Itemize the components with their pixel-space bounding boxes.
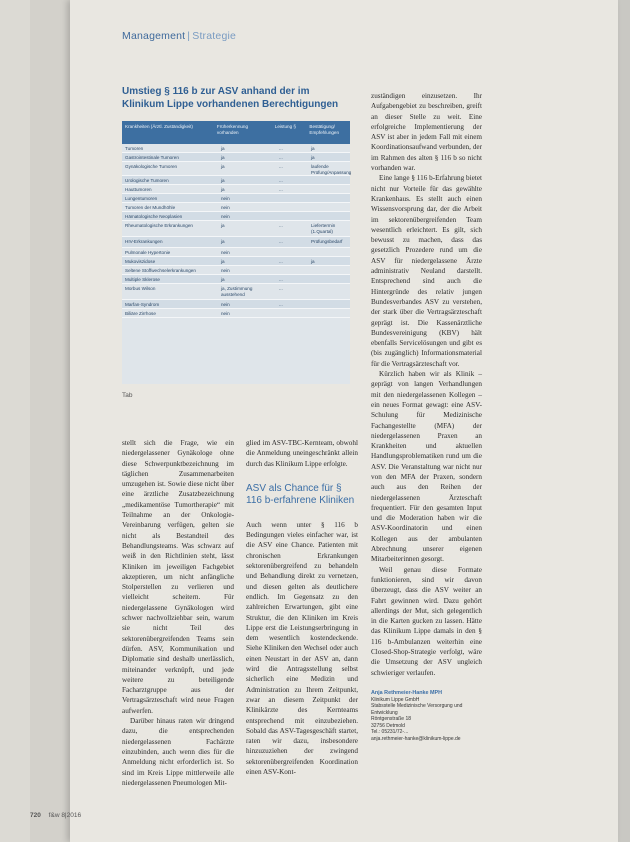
paragraph: Weil genau diese Formate funktionieren, sind wir davon überzeugt, dass die ASV weiter an Fahrt gewinnen wird. Dazu gehört allerdings der Mut, sich gelegentlich in die Karten gucken zu lassen. Hätte das Klinikum Lippe damals in den § 116 b-Ambulanzen weiterhin eine Closed-Shop-Strategie verfolgt, wäre die Umsetzung der ASV ungleich schwieriger verlaufen. [371,565,482,677]
table-cell [308,284,350,286]
table-cell: ja [311,146,315,151]
table-cell: nein [221,268,230,273]
table-cell: Gastrointestinale Tumoren [125,155,179,160]
table-cell [308,275,350,277]
author-email: anja.rethmeier-hanke@klinikum-lippe.de [371,736,461,743]
author-line: Tel.: 05231/72-... [371,729,409,736]
text-column-right [371,91,482,743]
table-cell: ... [279,146,283,151]
table-cell [308,248,350,250]
table-cell: nein [221,302,230,307]
table-cell: ja [311,155,315,160]
subsection-name: Strategie [192,30,237,42]
table-row [122,309,350,318]
table-cell: Rheumatologische Erkrankungen [125,223,193,228]
table-cell [308,300,350,302]
page-footer [30,812,81,819]
table-row [122,176,350,185]
section-header [122,30,236,42]
table-cell: ... [279,239,283,244]
table-cell [276,248,308,250]
table-cell: ... [279,277,283,282]
data-table [122,121,350,384]
table-row [122,194,350,203]
table-cell: ... [279,178,283,183]
table-cell: Hämatologische Neoplasien [125,214,183,219]
table-row [122,221,350,237]
paragraph: Kürzlich haben wir als Klinik – geprägt von langen Verhandlungen mit den niedergelassenen Kollegen – ein neues Format gewagt: eine ASV-Schulung für Medizinische Fachangestellte (MFA) der niedergelassenen Praxen an Krankheiten und aktuellen Handlungsproblematiken rund um die ASV. Die Veranstaltung war nicht nur von den MFA der Praxen, sondern auch aus den Reihen der niedergelassenen Ärzteschaft frequentiert. Für den gesamten Input und die Moderation haben wir die ASV-Koordinatorin und einen Kollegen aus der ambulanten Abrechnung unserer eigenen Mitarbeiterinnen gesorgt. [371,370,482,564]
table-header-row [122,121,350,144]
page-number: 720 [30,812,41,819]
author-line: Stabsstelle Medizinische Versorgung und Entwicklung [371,703,463,716]
section-separator: | [187,30,191,42]
table-body [122,144,350,318]
table-row [122,248,350,257]
page-edge [0,0,70,842]
table-title: Umstieg § 116 b zur ASV anhand der im Klinikum Lippe vorhandenen Berechtigungen [122,86,339,110]
page-edge-shadow [30,0,70,842]
table-row [122,185,350,194]
table-header-cell: Früherkennung vorhanden [216,124,249,135]
table-row [122,284,350,300]
author-line: 32756 Detmold [371,722,405,729]
text-column-middle [246,438,358,777]
table-row [122,257,350,266]
table-row [122,266,350,275]
table-row [122,300,350,309]
section-name: Management [122,30,186,42]
text-column-left [122,438,234,788]
table-cell [276,266,308,268]
page [70,0,618,842]
paragraph: Auch wenn unter § 116 b Bedingungen vieles einfacher war, ist die ASV eine Chance. Patienten mit chronischen Erkrankungen sektorenübergreifend zu behandeln und Behandlung direkt zu vernetzen, und diesen gelten als deutlichere endlich. Im Gegensatz zu den zahlreichen Erwartungen, gibt eine Struktur, die den Kliniken im Kreis Lippe erst die Leistungserbringung in dem wesentlich kostendeckende. Siehe Kliniken den Wechsel oder auch einen Neustart in der ASV an, dann wird die Antragsstellung selbst sicherlich eine Medizin und Administration zu Ihrem Zeitpunkt, zwar an diesem Zeitpunkt der Klinikärzte des Kernteams entsprechend mit einzubeziehen. Sobald das ASV-Tagesgeschäft startet, raten wir dazu, insbesondere hinzuzuziehen der zwingend sektorenübergreifenden Koordination einen ASV-Kont- [246,520,358,777]
table-cell: Lungentumoren [125,196,158,201]
paragraph: Darüber hinaus raten wir dringend dazu, die entsprechenden niedergelassenen Fachärzte einzubinden, auch wenn dies für die Anmeldung nicht erforderlich ist. So sind im Kreis Lippe mittlerweile alle niedergelassenen Pneumologen Mit- [122,717,234,787]
table-row [122,237,350,248]
table-cell [276,309,308,311]
table-cell: Liefertermin (1.Quartal) [311,223,336,234]
table-cell: ... [279,164,283,169]
table-cell: Multiple Sklerose [125,277,160,282]
table-cell: ja [221,239,225,244]
table-cell: HIV-Erkrankungen [125,239,163,244]
author-name: Anja Rethmeier-Hanke MPH [371,689,442,696]
table-cell [308,185,350,187]
paragraph: zuständigen einzusetzen. Ihr Aufgabengebiet zu beschreiben, greift an dieser Stelle zu weit. Eine erfolgreiche Implementierung der ASV ist aber in jedem Fall mit einem Koordinationsaufwand verbunden, der im Rahmen des alten § 116 b so nicht vorhanden war. [371,92,482,173]
author-box [371,690,482,743]
table-cell [308,203,350,205]
table-cell: ... [279,259,283,264]
table-cell: Hauttumoren [125,187,152,192]
table-row [122,275,350,284]
journal-name: f&w 8|2016 [48,812,82,819]
table-cell: ja [221,164,225,169]
table-cell: Pulmonale Hypertonie [125,250,171,255]
table-cell: Urologische Tumoren [125,178,169,183]
table-cell: laufende Prüfung/Anpassung [311,164,352,175]
table-cell: Tumoren der Mundhöhle [125,205,176,210]
table-cell: nein [221,214,230,219]
table-cell: Mukoviszidose [125,259,156,264]
table-cell: nein [221,311,230,316]
table-row [122,162,350,176]
table-cell [308,212,350,214]
table-cell [276,212,308,214]
table-cell: ja [221,277,225,282]
table-cell: ja, Zustimmung ausstehend [221,286,253,297]
table-cell: ... [279,187,283,192]
table-cell: Biliäre Zirrhose [125,311,156,316]
table-cell: Seltene Stoffwechselerkrankungen [125,268,196,273]
table-cell [308,194,350,196]
table-cell [308,309,350,311]
table-cell: nein [221,205,230,210]
table-caption: Tab [122,392,133,399]
table-cell: ja [311,259,315,264]
table-cell [308,176,350,178]
table-header-cell: Leistung § [274,124,296,129]
paragraph: stellt sich die Frage, wie ein niedergelassener Gynäkologe ohne diese Schwerpunktbezeichnung im täglichen Zusammenarbeiten umzugehen ist. Sowie diese nicht über eine ärztliche Zusatzbezeichnung „medikamentöse Tumortherapie“ mit Teilnahme an der Onkologie-Vereinbarung verfügen, gelten sie nicht als Bestandteil des Behandlungsteams. Was schwarz auf weiß in den Richtlinien steht, lässt Kliniken im jeweiligen Fachgebiet akzeptieren, um nicht anfängliche Stolperstellen zu verlieren und vielleicht scheitern. Für niedergelassene Gynäkologen wird schwer nachvollziehbar sein, warum sie nicht Teil des sektorenübergreifenden Teams sein dürfen. ASV, Kommunikation und Diplomatie sind deshalb unerlässlich, miteinander verknüpft, und jede weitere zu beteiligende Facharztgruppe aus der Vertragsärzteschaft wird neue Fragen aufwerfen. [122,439,234,715]
table-row [122,203,350,212]
table-cell: Prüfungsbedarf [311,239,343,244]
table-row [122,144,350,153]
table-cell: ja [221,259,225,264]
table-row [122,153,350,162]
table-cell: ja [221,155,225,160]
table-cell: ... [279,223,283,228]
table-cell: ja [221,187,225,192]
table-cell [276,203,308,205]
table-cell: ... [279,302,283,307]
author-line: Röntgenstraße 18 [371,716,412,723]
table-row [122,212,350,221]
table-cell: ja [221,223,225,228]
table-cell [276,194,308,196]
paragraph: Eine lange § 116 b-Erfahrung bietet nicht nur Vorteile für das gewählte Krankenhaus. Es stellt auch einen Wissensvorsprung dar, der die Arbeit im sektorenübergreifenden Team wesentlich erleichtert. Es gilt, sich bewusst zu machen, dass das gesetzlich Prozedere rund um die ASV für niedergelassene Ärzte administrativ Neuland darstellt. Entsprechend sind auch die Hintergründe des relativ jungen Bundesverbandes ASV zu verstehen, der stark über die Vertragsärzteschaft geprägt ist. Die Kassenärztliche Bundesvereinigung (KBV) hält ebenfalls Servicelösungen und gibt es (bis zugänglich) Informationsmaterial für die Vertragsärzteschaft vor. [371,174,482,368]
subheading: ASV als Chance für § 116 b-erfahrene Kliniken [246,482,355,507]
table-cell: nein [221,250,230,255]
table-cell: Morbus Wilson [125,286,156,291]
table-cell: ... [279,155,283,160]
author-line: Klinikum Lippe GmbH [371,696,420,703]
table-cell: Gynäkologische Tumoren [125,164,178,169]
table-cell: ... [279,286,283,291]
table-cell: nein [221,196,230,201]
table-cell: Marfan-Syndrom [125,302,160,307]
paragraph: glied im ASV-TBC-Kernteam, obwohl die Anmeldung uneingeschränkt allein durch das Klinikum Lippe erfolgte. [246,439,358,468]
table-cell [308,266,350,268]
table-cell: ja [221,146,225,151]
table-cell: Tumoren [125,146,144,151]
table-header-cell: Krankheiten (Ärztl. Zuständigkeit) [125,124,193,129]
table-cell: ja [221,178,225,183]
table-header-cell: Bestätigung/ Empfehlungen [309,124,340,135]
